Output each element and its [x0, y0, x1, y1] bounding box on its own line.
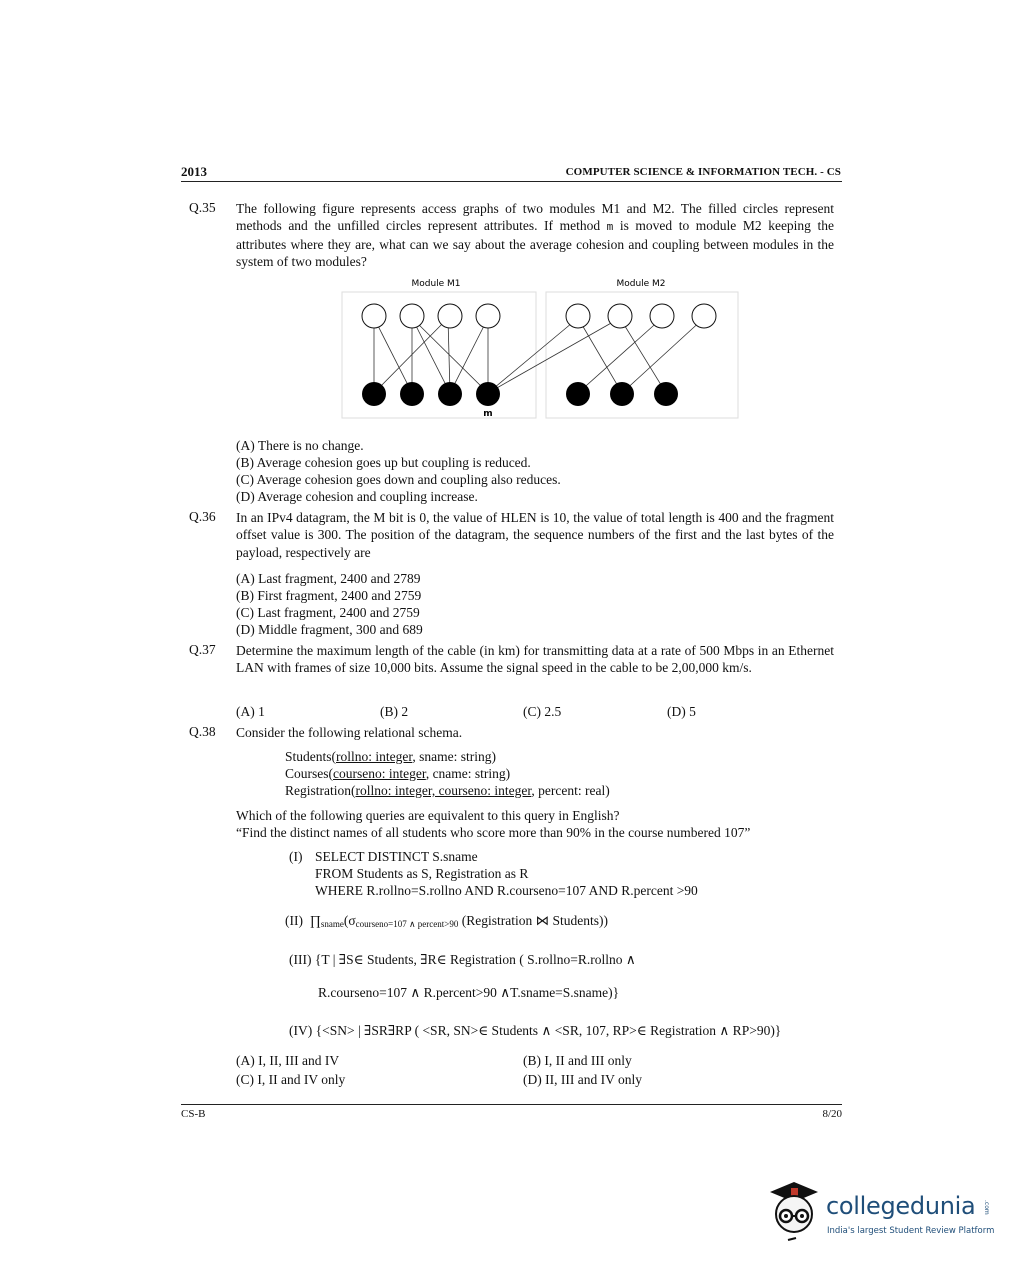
- q35-number: Q.35: [189, 200, 216, 215]
- q36-option-c[interactable]: (C) Last fragment, 2400 and 2759: [236, 605, 420, 620]
- q36-option-d[interactable]: (D) Middle fragment, 300 and 689: [236, 622, 423, 637]
- header-rule: [181, 181, 842, 182]
- exam-year: 2013: [181, 164, 207, 179]
- query-i-line-2: FROM Students as S, Registration as R: [315, 866, 529, 881]
- schema-registration: Registration(rollno: integer, courseno: integer, percent: real): [285, 783, 610, 798]
- q38-option-d[interactable]: (D) II, III and IV only: [523, 1072, 642, 1087]
- query-i-line-1: SELECT DISTINCT S.sname: [315, 849, 478, 864]
- query-i-line-3: WHERE R.rollno=S.rollno AND R.courseno=107 AND R.percent >90: [315, 883, 698, 898]
- schema-courses: Courses(courseno: integer, cname: string): [285, 766, 511, 781]
- mascot-icon: [764, 1178, 822, 1250]
- access-graph-figure: [340, 274, 740, 420]
- q37-text: Determine the maximum length of the cable (in km) for transmitting data at a rate of 500 Mbps in an Ethernet LAN with frames of size 10,000 bits. Assume the signal speed in the cable to be 2,00,000 km/s.: [236, 643, 834, 676]
- q35-option-b[interactable]: (B) Average cohesion goes up but coupling is reduced.: [236, 455, 531, 470]
- q36-number: Q.36: [189, 509, 216, 524]
- q38-question-1: Which of the following queries are equivalent to this query in English?: [236, 808, 620, 823]
- q37-option-d[interactable]: (D) 5: [667, 704, 696, 719]
- q38-number: Q.38: [189, 724, 216, 739]
- brand-name: collegedunia: [826, 1192, 976, 1220]
- q35-text: The following figure represents access graphs of two modules M1 and M2. The filled circles represent methods and the unfilled circles represent attributes. If method m is moved to module M2 keeping the attributes where they are, what can we say about the average cohesion and coupling between modules in the system of two modules?: [236, 201, 834, 269]
- q37-number: Q.37: [189, 642, 216, 657]
- q38-option-b[interactable]: (B) I, II and III only: [523, 1053, 632, 1068]
- brand-tagline: India's largest Student Review Platform: [827, 1226, 995, 1236]
- schema-students: Students(rollno: integer, sname: string): [285, 749, 496, 764]
- footer-rule: [181, 1104, 842, 1105]
- q36-option-a[interactable]: (A) Last fragment, 2400 and 2789: [236, 571, 421, 586]
- attribute-nodes: [362, 304, 716, 328]
- q35-option-c[interactable]: (C) Average cohesion goes down and coupling also reduces.: [236, 472, 561, 487]
- page-number: 8/20: [822, 1108, 842, 1120]
- query-iv: (IV) {<SN> | ∃SR∃RP ( <SR, SN>∈ Students ∧ <SR, 107, RP>∈ Registration ∧ RP>90)}: [289, 1023, 782, 1038]
- q38-intro: Consider the following relational schema.: [236, 725, 463, 740]
- q37-option-a[interactable]: (A) 1: [236, 704, 265, 719]
- access-edges: [374, 318, 704, 393]
- collegedunia-logo: [764, 1178, 1004, 1250]
- module-m1-label: Module M1: [411, 279, 461, 289]
- q38-question-2: “Find the distinct names of all students who score more than 90% in the course numbered 107”: [236, 825, 751, 840]
- paper-code: CS-B: [181, 1108, 206, 1120]
- q38-option-c[interactable]: (C) I, II and IV only: [236, 1072, 346, 1087]
- q36-text: In an IPv4 datagram, the M bit is 0, the value of HLEN is 10, the value of total length is 400 and the fragment offset value is 300. The position of the datagram, the sequence numbers of the first and the last bytes of the payload, respectively are: [236, 510, 834, 560]
- q36-option-b[interactable]: (B) First fragment, 2400 and 2759: [236, 588, 422, 603]
- q37-option-c[interactable]: (C) 2.5: [523, 704, 562, 719]
- method-m-label: m: [483, 409, 493, 419]
- q35-option-d[interactable]: (D) Average cohesion and coupling increase.: [236, 489, 478, 504]
- query-i-label: (I): [289, 849, 303, 864]
- query-ii: (II) ∏sname(σcourseno=107 ∧ percent>90 (Registration ⋈ Students)): [285, 913, 608, 929]
- q35-option-a[interactable]: (A) There is no change.: [236, 438, 364, 453]
- q38-option-a[interactable]: (A) I, II, III and IV: [236, 1053, 340, 1068]
- query-iii-line-1: (III) {T | ∃S∈ Students, ∃R∈ Registration ( S.rollno=R.rollno ∧: [289, 952, 636, 967]
- module-m2-label: Module M2: [616, 279, 666, 289]
- query-iii-line-2: R.courseno=107 ∧ R.percent>90 ∧T.sname=S.sname)}: [318, 985, 620, 1000]
- paper-title: COMPUTER SCIENCE & INFORMATION TECH. - CS: [565, 166, 841, 178]
- brand-tld: .com: [983, 1200, 990, 1215]
- q37-option-b[interactable]: (B) 2: [380, 704, 409, 719]
